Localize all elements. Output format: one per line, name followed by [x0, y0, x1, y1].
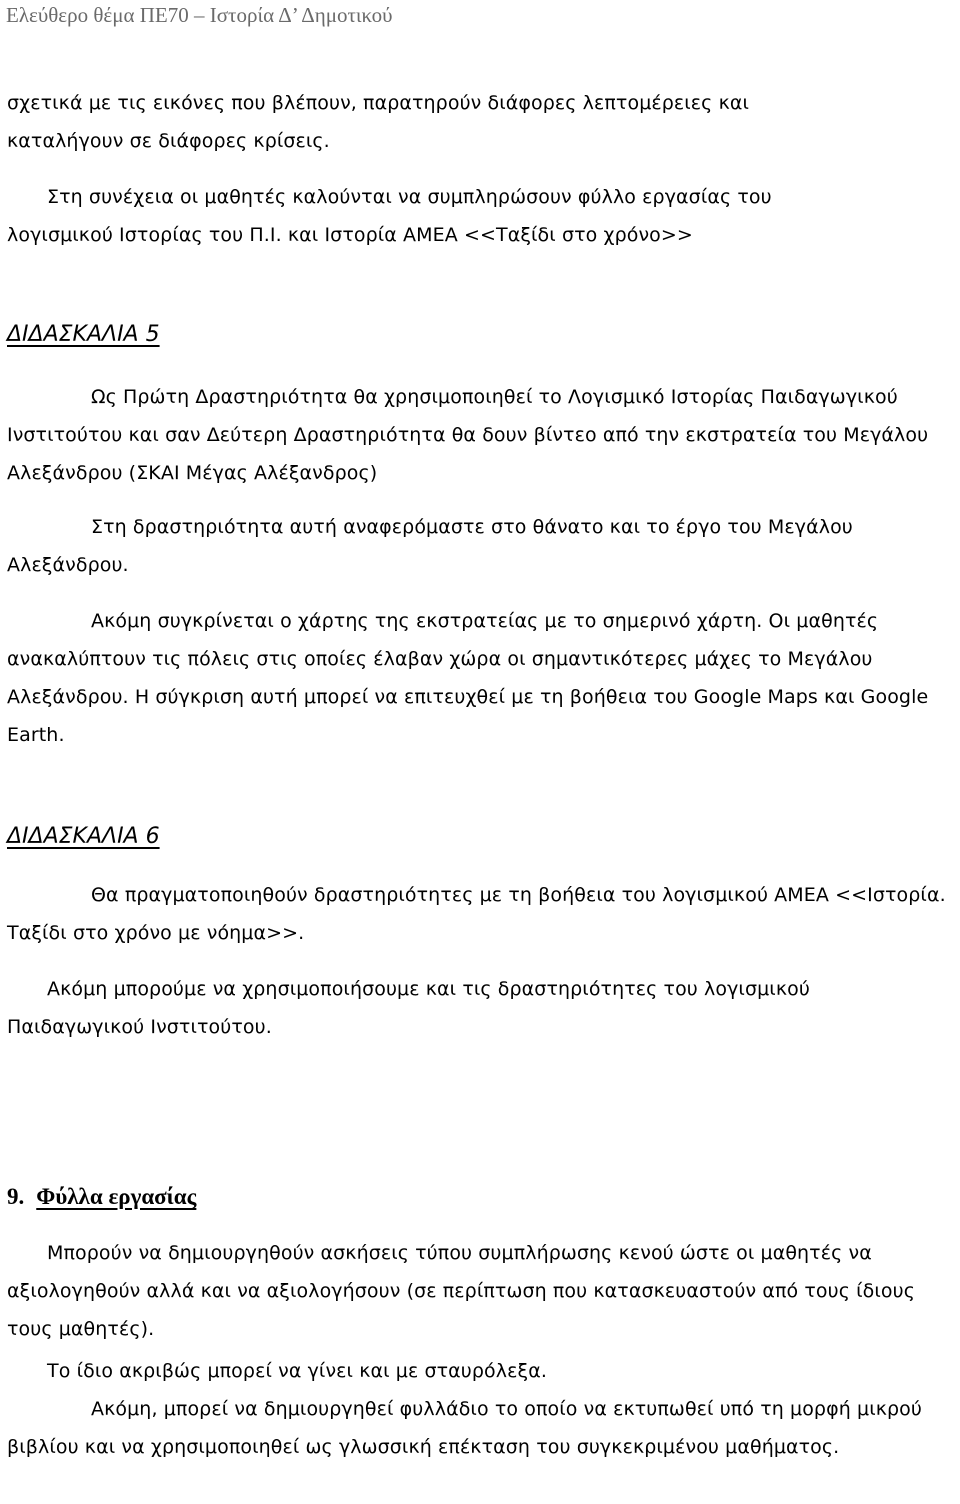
intro-line: Στη συνέχεια οι μαθητές καλούνται να συμπληρώσουν φύλλο εργασίας του	[47, 186, 772, 208]
paragraph-text: Θα πραγματοποιηθούν δραστηριότητες με τη βοήθεια του λογισμικού ΑΜΕΑ <<Ιστορία. Ταξίδι στο χρόνο με νόημα>>.	[7, 884, 946, 944]
intro-paragraph-2	[7, 178, 946, 254]
section-9-paragraph-3	[7, 1390, 946, 1466]
lesson-6-paragraph-2	[7, 970, 946, 1046]
section-9-title	[7, 1184, 196, 1210]
paragraph-text: Το ίδιο ακριβώς μπορεί να γίνει και με σταυρόλεξα.	[47, 1360, 547, 1382]
lesson-5-paragraph-1	[7, 378, 946, 492]
intro-line: λογισμικού Ιστορίας του Π.Ι. και Ιστορία ΑΜΕΑ <<Ταξίδι στο χρόνο>>	[7, 224, 693, 246]
paragraph-text: Ακόμη συγκρίνεται ο χάρτης της εκστρατείας με το σημερινό χάρτη. Οι μαθητές ανακαλύπτουν τις πόλεις στις οποίες έλαβαν χώρα οι σημαντικότερες μάχες το Μεγάλου Αλεξάνδρου. Η σύγκριση αυτή μπορεί να επιτευχθεί με τη βοήθεια του Google Maps και Google Earth.	[7, 610, 929, 746]
lesson-5-paragraph-3	[7, 602, 946, 754]
lesson-6-heading: ΔΙΔΑΣΚΑΛΙΑ 6	[7, 824, 160, 849]
paragraph-text: Ως Πρώτη Δραστηριότητα θα χρησιμοποιηθεί το Λογισμικό Ιστορίας Παιδαγωγικού Ινστιτούτου και σαν Δεύτερη Δραστηριότητα θα δουν βίντεο από την εκστρατεία του Μεγάλου Αλεξάνδρου (ΣΚΑΙ Μέγας Αλέξανδρος)	[7, 386, 929, 484]
page-header: Ελεύθερο θέμα ΠΕ70 – Ιστορία Δ’ Δημοτικού	[6, 3, 393, 27]
paragraph-text: Ακόμη, μπορεί να δημιουργηθεί φυλλάδιο το οποίο να εκτυπωθεί υπό τη μορφή μικρού βιβλίου και να χρησιμοποιηθεί ως γλωσσική επέκταση του συγκεκριμένου μαθήματος.	[7, 1398, 923, 1458]
section-number: 9.	[7, 1184, 25, 1209]
paragraph-text: Ακόμη μπορούμε να χρησιμοποιήσουμε και τις δραστηριότητες του λογισμικού Παιδαγωγικού Ινστιτούτου.	[7, 978, 810, 1038]
intro-line: σχετικά με τις εικόνες που βλέπουν, παρατηρούν διάφορες λεπτομέρειες και	[7, 92, 750, 114]
section-9-paragraph-1	[7, 1234, 946, 1348]
lesson-5-paragraph-2	[7, 508, 946, 584]
section-title-text: Φύλλα εργασίας	[36, 1184, 197, 1209]
section-9-paragraph-2	[7, 1352, 946, 1390]
paragraph-text: Μπορούν να δημιουργηθούν ασκήσεις τύπου συμπλήρωσης κενού ώστε οι μαθητές να αξιολογηθούν αλλά και να αξιολογήσουν (σε περίπτωση που κατασκευαστούν από τους ίδιους τους μαθητές).	[7, 1242, 915, 1340]
lesson-5-heading: ΔΙΔΑΣΚΑΛΙΑ 5	[7, 322, 160, 347]
paragraph-text: Στη δραστηριότητα αυτή αναφερόμαστε στο θάνατο και το έργο του Μεγάλου Αλεξάνδρου.	[7, 516, 853, 576]
intro-paragraph-1	[7, 84, 946, 160]
lesson-6-paragraph-1	[7, 876, 946, 952]
intro-line: καταλήγουν σε διάφορες κρίσεις.	[7, 130, 330, 152]
